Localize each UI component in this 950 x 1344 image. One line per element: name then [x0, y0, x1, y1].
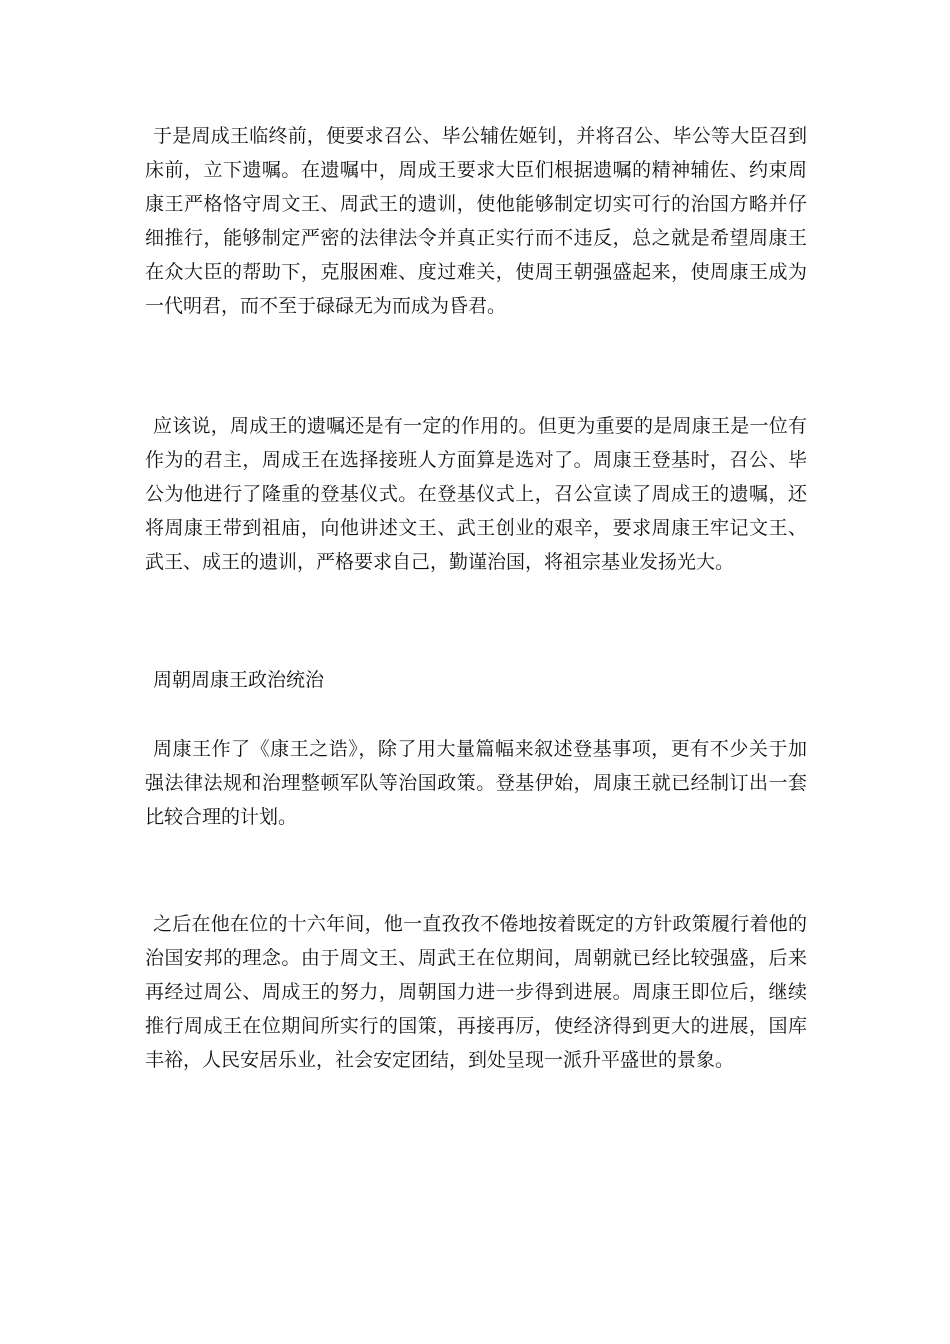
section-heading: 周朝周康王政治统治 — [153, 669, 325, 691]
paragraph-4: 之后在他在位的十六年间，他一直孜孜不倦地按着既定的方针政策履行着他的治国安邦的理念。由于周文王、周武王在位期间，周朝就已经比较强盛，后来再经过周公、周成王的努力，周朝国力进一步得到进展。周康王即位后，继续推行周成王在位期间所实行的国策，再接再厉，使经济得到更大的进展，国库丰裕，人民安居乐业，社会安定团结，到处呈现一派升平盛世的景象。 — [145, 913, 807, 1071]
paragraph-3: 周康王作了《康王之诰》，除了用大量篇幅来叙述登基事项，更有不少关于加强法律法规和治理整顿军队等治国政策。登基伊始，周康王就已经制订出一套比较合理的计划。 — [145, 738, 807, 828]
paragraph-2: 应该说，周成王的遗嘱还是有一定的作用的。但更为重要的是周康王是一位有作为的君主，周成王在选择接班人方面算是选对了。周康王登基时，召公、毕公为他进行了隆重的登基仪式。在登基仪式上，召公宣读了周成王的遗嘱，还将周康王带到祖庙，向他讲述文王、武王创业的艰辛，要求周康王牢记文王、武王、成王的遗训，严格要求自己，勤谨治国，将祖宗基业发扬光大。 — [145, 415, 807, 573]
paragraph-1: 于是周成王临终前，便要求召公、毕公辅佐姬钊，并将召公、毕公等大臣召到床前，立下遗嘱。在遗嘱中，周成王要求大臣们根据遗嘱的精神辅佐、约束周康王严格恪守周文王、周武王的遗训，使他能够制定切实可行的治国方略并仔细推行，能够制定严密的法律法令并真正实行而不违反，总之就是希望周康王在众大臣的帮助下，克服困难、度过难关，使周王朝强盛起来，使周康王成为一代明君，而不至于碌碌无为而成为昏君。 — [145, 125, 807, 317]
